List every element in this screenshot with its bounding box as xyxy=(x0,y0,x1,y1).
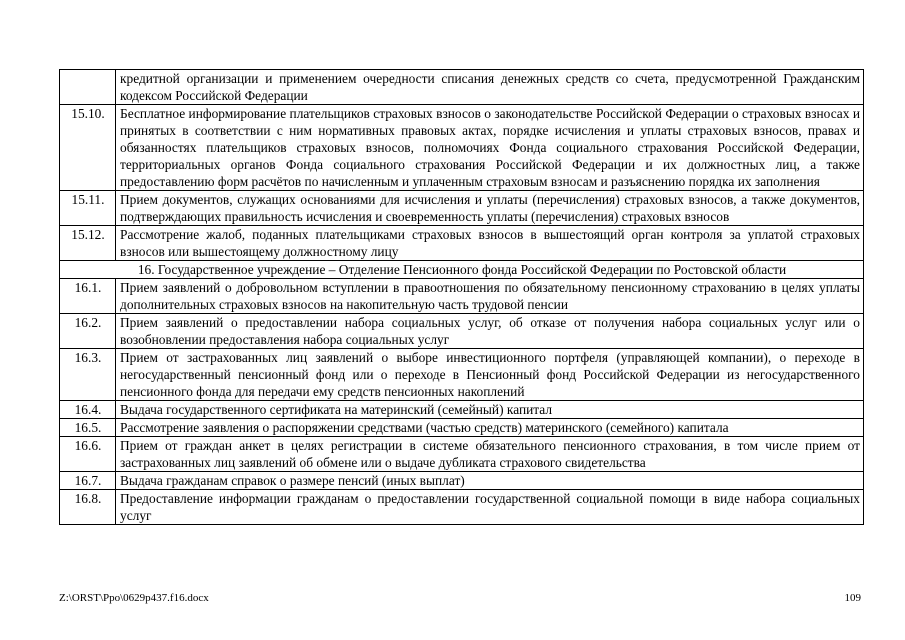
page-number: 109 xyxy=(844,592,861,604)
item-text: Выдача государственного сертификата на материнский (семейный) капитал xyxy=(116,401,864,419)
item-text: Прием заявлений о добровольном вступлении в правоотношения по обязательному пенсионному страхованию в целях уплаты дополнительных страховых взносов на накопительную часть трудовой пенсии xyxy=(116,279,864,314)
item-number: 16.4. xyxy=(60,401,116,419)
item-number: 16.8. xyxy=(60,490,116,525)
item-text: Прием документов, служащих основаниями для исчисления и уплаты (перечисления) страховых взносов, а также документов, подтверждающих правильность исчисления и своевременность уплаты (перечисления) страховых взносов xyxy=(116,191,864,226)
section-header-row xyxy=(60,261,864,279)
item-text: Рассмотрение заявления о распоряжении средствами (частью средств) материнского (семейного) капитала xyxy=(116,419,864,437)
item-text: Выдача гражданам справок о размере пенсий (иных выплат) xyxy=(116,472,864,490)
table-row xyxy=(60,226,864,261)
table-row xyxy=(60,191,864,226)
item-number: 16.2. xyxy=(60,314,116,349)
table-row xyxy=(60,105,864,191)
section-heading: 16. Государственное учреждение – Отделение Пенсионного фонда Российской Федерации по Ростовской области xyxy=(60,261,864,279)
item-number: 15.11. xyxy=(60,191,116,226)
item-text: Бесплатное информирование плательщиков страховых взносов о законодательстве Российской Федерации о страховых взносах и принятых в соответствии с ним нормативных правовых актах, порядке исчисления и уплаты страховых взносов, правах и обязанностях плательщиков страховых взносов, полномочиях Фонда социального страхования Российской Федерации, территориальных органов Фонда социального страхования Российской Федерации и их должностных лиц, а также предоставлению форм расчётов по начисленным и уплаченным страховым взносам и разъяснению порядка их заполнения xyxy=(116,105,864,191)
item-text: Прием от застрахованных лиц заявлений о выборе инвестиционного портфеля (управляющей компании), о переходе в негосударственный пенсионный фонд или о переходе в Пенсионный фонд Российской Федерации из негосударственного пенсионного фонда для передачи ему средств пенсионных накоплений xyxy=(116,349,864,401)
item-text: кредитной организации и применением очередности списания денежных средств со счета, предусмотренной Гражданским кодексом Российской Федерации xyxy=(116,70,864,105)
table-row xyxy=(60,349,864,401)
item-text: Рассмотрение жалоб, поданных плательщиками страховых взносов в вышестоящий орган контроля за уплатой страховых взносов или вышестоящему должностному лицу xyxy=(116,226,864,261)
table-row xyxy=(60,70,864,105)
table-row xyxy=(60,279,864,314)
table-row xyxy=(60,437,864,472)
table-row xyxy=(60,401,864,419)
item-number xyxy=(60,70,116,105)
item-number: 16.3. xyxy=(60,349,116,401)
table-row xyxy=(60,472,864,490)
item-text: Прием заявлений о предоставлении набора социальных услуг, об отказе от получения набора социальных услуг или о возобновлении предоставления набора социальных услуг xyxy=(116,314,864,349)
item-number: 16.7. xyxy=(60,472,116,490)
item-number: 16.1. xyxy=(60,279,116,314)
table-row xyxy=(60,419,864,437)
footer-file-path: Z:\ORST\Ppo\0629p437.f16.docx xyxy=(59,592,209,604)
item-number: 16.6. xyxy=(60,437,116,472)
item-number: 15.12. xyxy=(60,226,116,261)
table-row xyxy=(60,314,864,349)
item-number: 15.10. xyxy=(60,105,116,191)
item-number: 16.5. xyxy=(60,419,116,437)
table-row xyxy=(60,490,864,525)
item-text: Предоставление информации гражданам о предоставлении государственной социальной помощи в виде набора социальных услуг xyxy=(116,490,864,525)
item-text: Прием от граждан анкет в целях регистрации в системе обязательного пенсионного страхования, в том числе прием от застрахованных лиц заявлений об обмене или о выдаче дубликата страхового свидетельства xyxy=(116,437,864,472)
services-table xyxy=(59,69,864,525)
